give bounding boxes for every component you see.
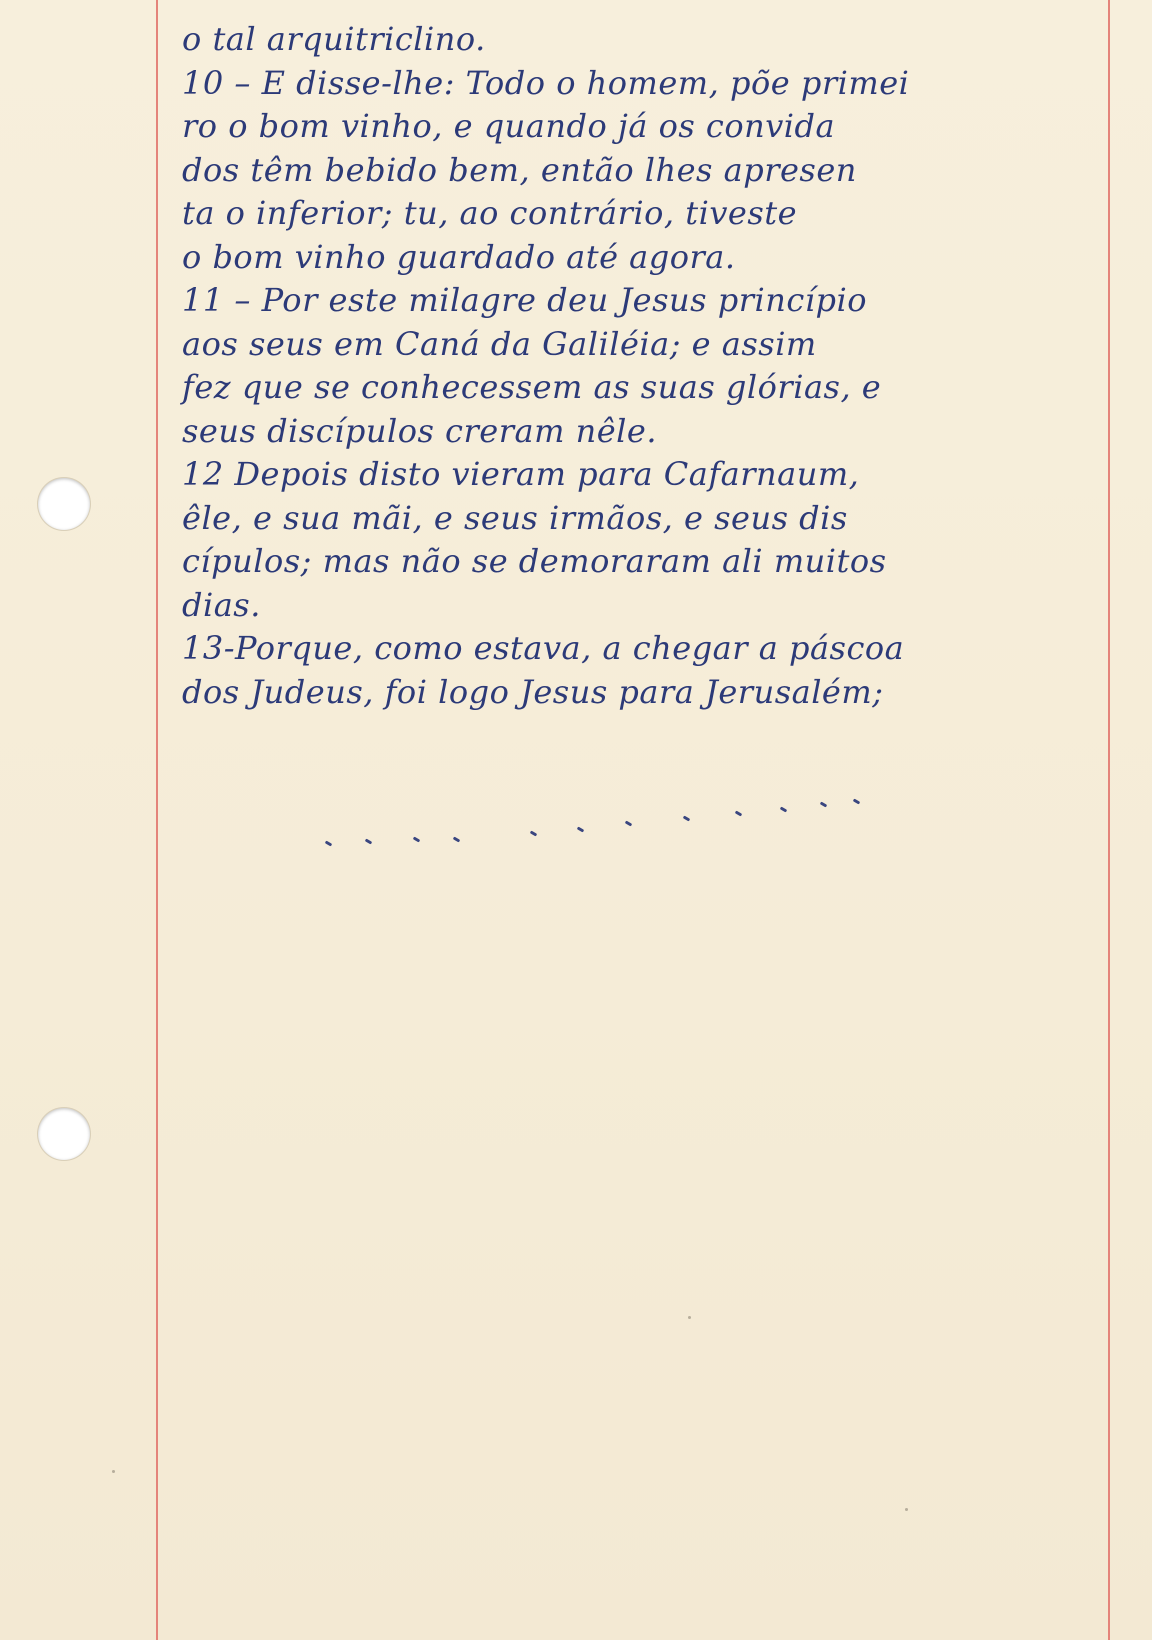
ellipsis-dot [530,830,538,836]
ellipsis-dots [325,800,885,850]
text-line: dias. [182,585,261,624]
text-line: fez que se conhecessem as suas glórias, e [182,368,882,406]
text-line: 13-Porque, como estava, a chegar a páscoa [182,629,905,667]
text-line: aos seus em Caná da Galiléia; e assim [182,324,817,363]
ellipsis-dot [853,798,861,804]
text-line: ro o bom vinho, e quando já os convida [182,107,836,145]
left-margin-rule [156,0,158,1640]
ellipsis-dot [365,838,373,844]
ellipsis-dot [683,815,691,821]
paper-speck [112,1470,115,1473]
text-line: 10 – E disse-lhe: Todo o homem, põe primei [182,63,910,102]
ellipsis-dot [413,836,421,842]
ellipsis-dot [625,820,633,826]
paper-speck [905,1508,908,1511]
ellipsis-dot [577,826,585,832]
text-line: dos têm bebido bem, então lhes apresen [182,150,857,189]
ellipsis-dot [325,840,333,846]
ellipsis-dot [735,810,743,816]
ellipsis-dot [780,806,788,812]
handwritten-text [182,18,1127,714]
text-line: o tal arquitriclino. [182,20,486,58]
text-line: cípulos; mas não se demoraram ali muitos [182,542,887,580]
text-line: 11 – Por este milagre deu Jesus princípio [182,281,867,319]
punch-hole-icon [38,478,90,530]
text-line: o bom vinho guardado até agora. [182,237,736,276]
text-line: seus discípulos creram nêle. [182,411,657,450]
paper-speck [688,1316,691,1319]
ellipsis-dot [820,801,828,807]
text-line: 12 Depois disto vieram para Cafarnaum, [182,455,860,493]
punch-hole-icon [38,1108,90,1160]
text-line: ta o inferior; tu, ao contrário, tiveste [182,194,798,232]
text-line: dos Judeus, foi logo Jesus para Jerusalém; [182,672,884,711]
ellipsis-dot [453,836,461,842]
text-line: êle, e sua mãi, e seus irmãos, e seus dis [182,498,848,537]
